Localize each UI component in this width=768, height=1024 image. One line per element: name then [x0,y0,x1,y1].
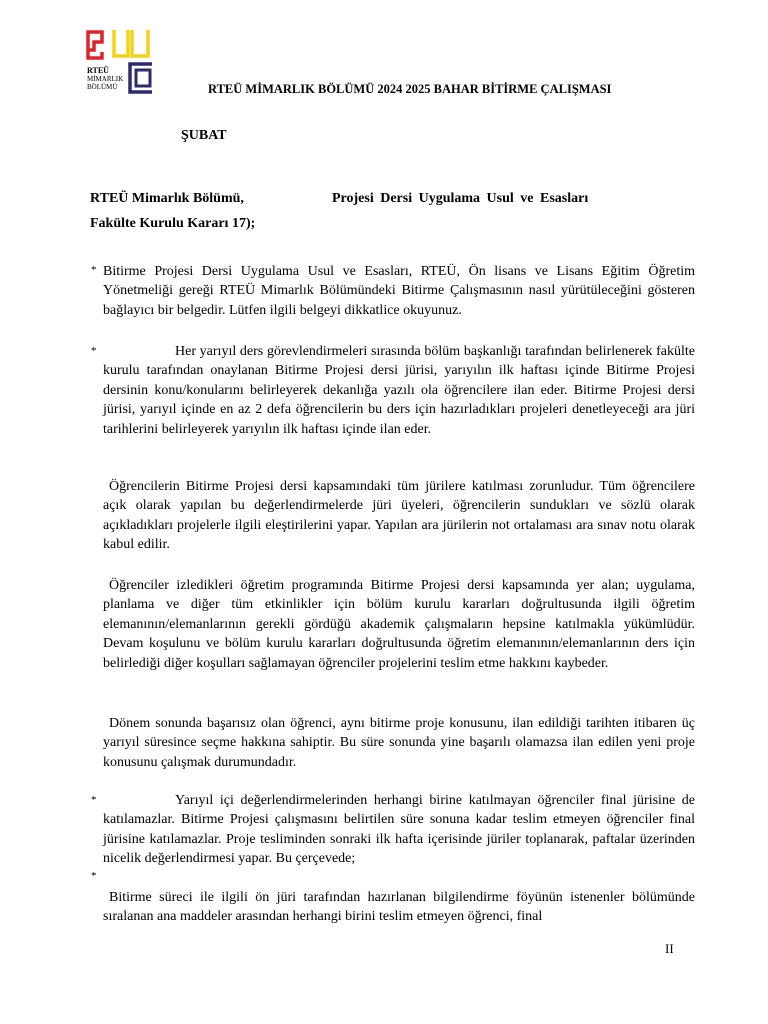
subheader-left-1: RTEÜ Mimarlık Bölümü, [90,191,244,206]
bullet-4: * [91,870,97,882]
bullet-3: * [91,794,97,806]
month-heading: ŞUBAT [181,128,227,143]
paragraph-1: Bitirme Projesi Dersi Uygulama Usul ve Esasları, RTEÜ, Ön lisans ve Lisans Eğitim Öğretim Yönetmeliği gereği RTEÜ Mimarlık Bölümündeki Bitirme Çalışmasının nasıl yürütüleceğini gösteren bağlayıcı bir belgedir. Lütfen ilgili belgeyi dikkatlice okuyunuz. [103,264,695,318]
paragraph-6: Yarıyıl içi değerlendirmelerinden herhangi birine katılmayan öğrenciler final jürisine de katılamazlar. Bitirme Projesi çalışmasını belirtilen süre sonuna kadar teslim etmeyen öğrenciler final jürisine katılamazlar. Proje tesliminden sonraki ilk hafta içerisinde jüriler toplanarak, paftalar üzerinden nicelik değerlendirmesi yapar. Bu çerçevede; [103,793,695,867]
subheader-right-1: Projesi Dersi Uygulama Usul ve Esasları [332,191,589,206]
bullet-2: * [91,345,97,357]
logo-red-mark [88,32,102,58]
paragraph-5: Dönem sonunda başarısız olan öğrenci, aynı bitirme proje konusunu, ilan edildiği tarihten itibaren üç yarıyıl süresince seçme hakkına sahiptir. Bu süre sonunda yine başarılı olamazsa ilan edilen yeni proje konusunu çalışmak durumundadır. [103,716,695,770]
paragraph-7: Bitirme süreci ile ilgili ön jüri tarafından hazırlanan bilgilendirme föyünün istenenler bölümünde sıralanan ana maddeler arasından herhangi birini teslim etmeyen öğrenci, final [103,890,695,925]
paragraph-4: Öğrenciler izledikleri öğretim programında Bitirme Projesi dersi kapsamında yer alan; uygulama, planlama ve diğer tüm etkinlikler için bölüm kurulu kararları doğrultusunda ilgili öğretim elemanının/elemanlarının gerekli gördüğü akademik çalışmaların hepsine katılmakla yükümlüdür. Devam koşulunu ve bölüm kurulu kararları doğrultusunda öğretim elemanının/elemanlarının ders için belirlediği diğer koşulları sağlamayan öğrenciler projelerini teslim etme hakkını kaybeder. [103,578,695,671]
page-number: II [665,941,674,956]
paragraph-2: Her yarıyıl ders görevlendirmeleri sırasında bölüm başkanlığı tarafından belirlenerek fakülte kurulu tarafından onaylanan Bitirme Projesi dersi jürisi, yarıyılın ilk haftası içinde Bitirme Projesi dersinin konu/konularını belirleyerek dekanlığa yazılı ola öğrencilere ilan eder. Bitirme Projesi dersi jürisi, yarıyıl içinde en az 2 defa öğrencilerin bu ders için hazırladıkları projeleri denetleyeceği ara jüri tarihlerini belirleyerek yarıyılın ilk haftası içinde ilan eder. [103,344,695,437]
logo-line-2: MİMARLIK [87,75,124,83]
bullet-1: * [91,264,97,276]
document-title: RTEÜ MİMARLIK BÖLÜMÜ 2024 2025 BAHAR BİTİRME ÇALIŞMASI [208,82,612,96]
paragraph-3: Öğrencilerin Bitirme Projesi dersi kapsamındaki tüm jürilere katılması zorunludur. Tüm öğrencilere açık olarak yapılan bu değerlendirmelerde jüri üyeleri, öğrencilerin sundukları ve sözlü olarak açıkladıkları projelerle ilgili eleştirilerini yapar. Yapılan ara jürilerin not ortalaması ara sınav notu olarak kabul edilir. [103,479,695,553]
logo-line-3: BÖLÜMÜ [87,83,118,91]
subheader-left-2: Fakülte Kurulu Kararı 17); [90,216,256,231]
logo-text [87,67,127,91]
logo-yellow-mark [114,30,148,56]
logo-line-1: RTEÜ [87,66,109,75]
